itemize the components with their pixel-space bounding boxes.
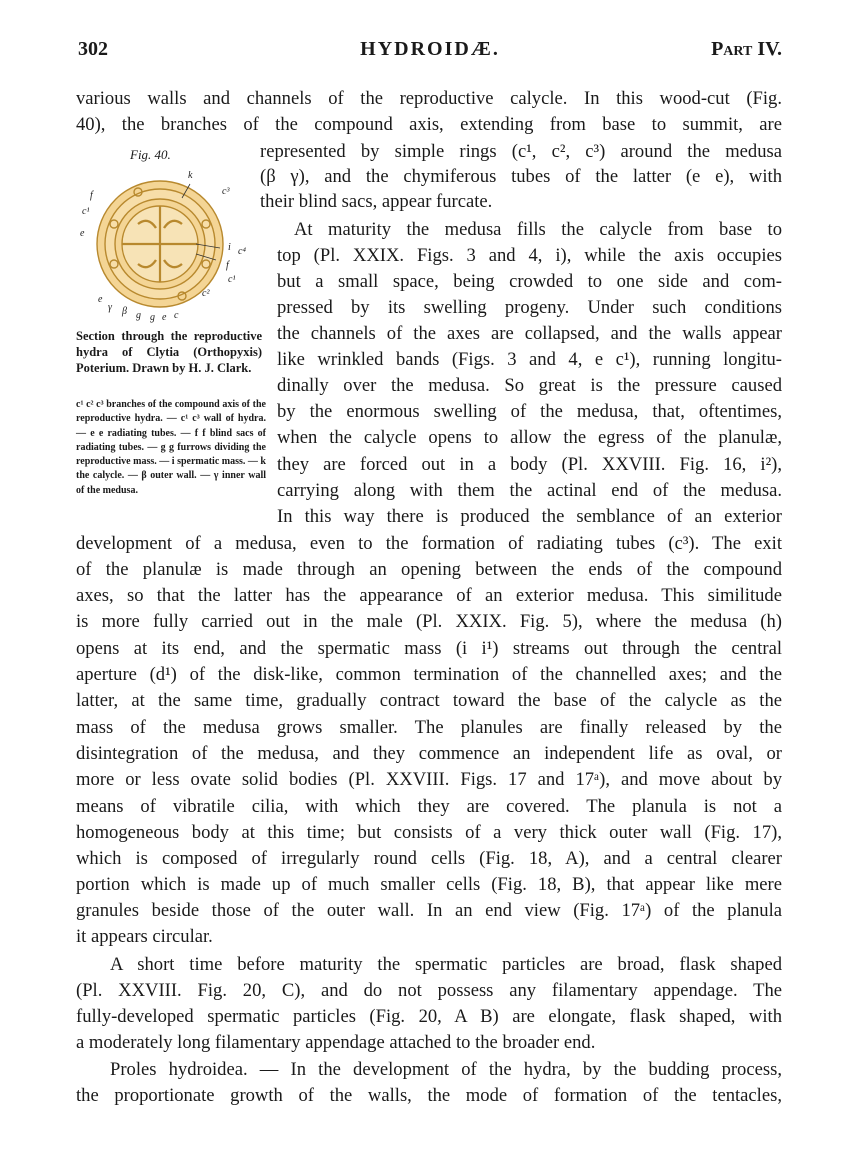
text-line: latter, at the same time, gradually contract toward the base of the calycle as the (76, 690, 782, 711)
text-line: development of a medusa, even to the formation of radiating tubes (c³). The exit (76, 533, 782, 554)
text-line: it appears circular. (76, 926, 213, 947)
text-line: represented by simple rings (c¹, c², c³) around the medusa (260, 141, 782, 162)
figure-letter: c¹ (82, 206, 90, 217)
text-line: top (Pl. XXIX. Figs. 3 and 4, i), while the axis occupies (277, 245, 782, 266)
text-line: Proles hydroidea. — In the development of the hydra, by the budding process, (110, 1059, 782, 1080)
figure-letter: c (174, 310, 179, 321)
text-line: 40), the branches of the compound axis, extending from base to summit, are (76, 114, 782, 135)
text-line: homogeneous body at this time; but consists of a very thick outer wall (Fig. 17), (76, 822, 782, 843)
text-line: a moderately long filamentary appendage attached to the broader end. (76, 1032, 596, 1053)
text-line: more or less ovate solid bodies (Pl. XXVIII. Figs. 17 and 17ᵃ), and move about by (76, 769, 782, 790)
figure-letter: k (188, 170, 193, 181)
part-label: Part IV. (711, 38, 782, 60)
text-line: disintegration of the medusa, and they commence an independent life as oval, or (76, 743, 782, 764)
text-line: pressed by its swelling progeny. Under such conditions (277, 297, 782, 318)
text-line: they are forced out in a body (Pl. XXVIII. Fig. 16, i²), (277, 454, 782, 475)
text-line: but a small space, being crowded to one side and com- (277, 271, 782, 292)
figure-letter: i (228, 242, 231, 253)
text-line: their blind sacs, appear furcate. (260, 191, 493, 212)
text-line: the channels of the axes are collapsed, and the walls appear (277, 323, 782, 344)
text-line: is more fully carried out in the male (Pl. XXIX. Fig. 5), where the medusa (h) (76, 611, 782, 632)
running-head (78, 38, 782, 64)
text-line: when the calycle opens to allow the egress of the planulæ, (277, 427, 782, 448)
figure-letter: c⁴ (238, 246, 246, 257)
figure-label: Fig. 40. (130, 147, 171, 162)
text-line: (β γ), and the chymiferous tubes of the latter (e e), with (260, 166, 782, 187)
text-line: aperture (d¹) of the disk-like, common termination of the channelled axes; and the (76, 664, 782, 685)
figure-letter: e (162, 312, 167, 323)
text-line: In this way there is produced the semblance of an exterior (277, 506, 782, 527)
text-line: which is composed of irregularly round cells (Fig. 18, A), and a central clearer (76, 848, 782, 869)
figure-caption: Section through the reproductive hydra of Clytia (Orthopyxis) Poterium. Drawn by H. J. Clark. (76, 329, 262, 375)
figure-letter: e (98, 294, 103, 305)
figure-letter: β (122, 306, 127, 317)
figure-letter: c² (202, 288, 210, 299)
text-line: carrying along with them the actinal end of the medusa. (277, 480, 782, 501)
figure-letter: g (150, 312, 155, 323)
figure-letter: f (226, 260, 229, 271)
text-line: like wrinkled bands (Figs. 3 and 4, e c¹), running longitu- (277, 349, 782, 370)
text-line: granules beside those of the outer wall. In an end view (Fig. 17ᵃ) of the planula (76, 900, 782, 921)
page-number: 302 (78, 38, 108, 60)
text-line: by the enormous swelling of the medusa, that, oftentimes, (277, 401, 782, 422)
text-line: the proportionate growth of the walls, the mode of formation of the tentacles, (76, 1085, 782, 1106)
running-title: HYDROIDÆ. (360, 38, 500, 60)
figure-letter: c³ (222, 186, 230, 197)
figure-letter: e (80, 228, 85, 239)
text-line: fully-developed spermatic particles (Fig. 20, A B) are elongate, flask shaped, with (76, 1006, 782, 1027)
figure-letter: c¹ (228, 274, 236, 285)
text-line: various walls and channels of the reproductive calycle. In this wood-cut (Fig. (76, 88, 782, 109)
text-line: means of vibratile cilia, with which they are covered. The planula is not a (76, 796, 782, 817)
figure-letter: g (136, 310, 141, 321)
hydra-section-figure (78, 164, 248, 324)
text-line: mass of the medusa grows smaller. The planules are finally released by the (76, 717, 782, 738)
figure-legend: c¹ c² c³ branches of the compound axis of the reproductive hydra. — c¹ c³ wall of hydra. — e e radiating tubes. — f f blind sacs of radiating tubes. — g g furrows dividing the reproductive mass. — i spermatic mass. — k the calycle. — β outer wall. — γ inner wall of the medusa. (76, 399, 266, 496)
text-line: A short time before maturity the spermatic particles are broad, flask shaped (110, 954, 782, 975)
figure-letter: f (90, 190, 93, 201)
text-line: opens at its end, and the spermatic mass (i i¹) streams out through the central (76, 638, 782, 659)
text-line: At maturity the medusa fills the calycle from base to (294, 219, 782, 240)
text-line: dinally over the medusa. So great is the pressure caused (277, 375, 782, 396)
figure-letter: γ (108, 302, 112, 313)
text-line: portion which is made up of much smaller cells (Fig. 18, B), that appear like mere (76, 874, 782, 895)
text-line: (Pl. XXVIII. Fig. 20, C), and do not possess any filamentary appendage. The (76, 980, 782, 1001)
text-line: axes, so that the latter has the appearance of an exterior medusa. This similitude (76, 585, 782, 606)
text-line: of the planulæ is made through an opening between the ends of the compound (76, 559, 782, 580)
